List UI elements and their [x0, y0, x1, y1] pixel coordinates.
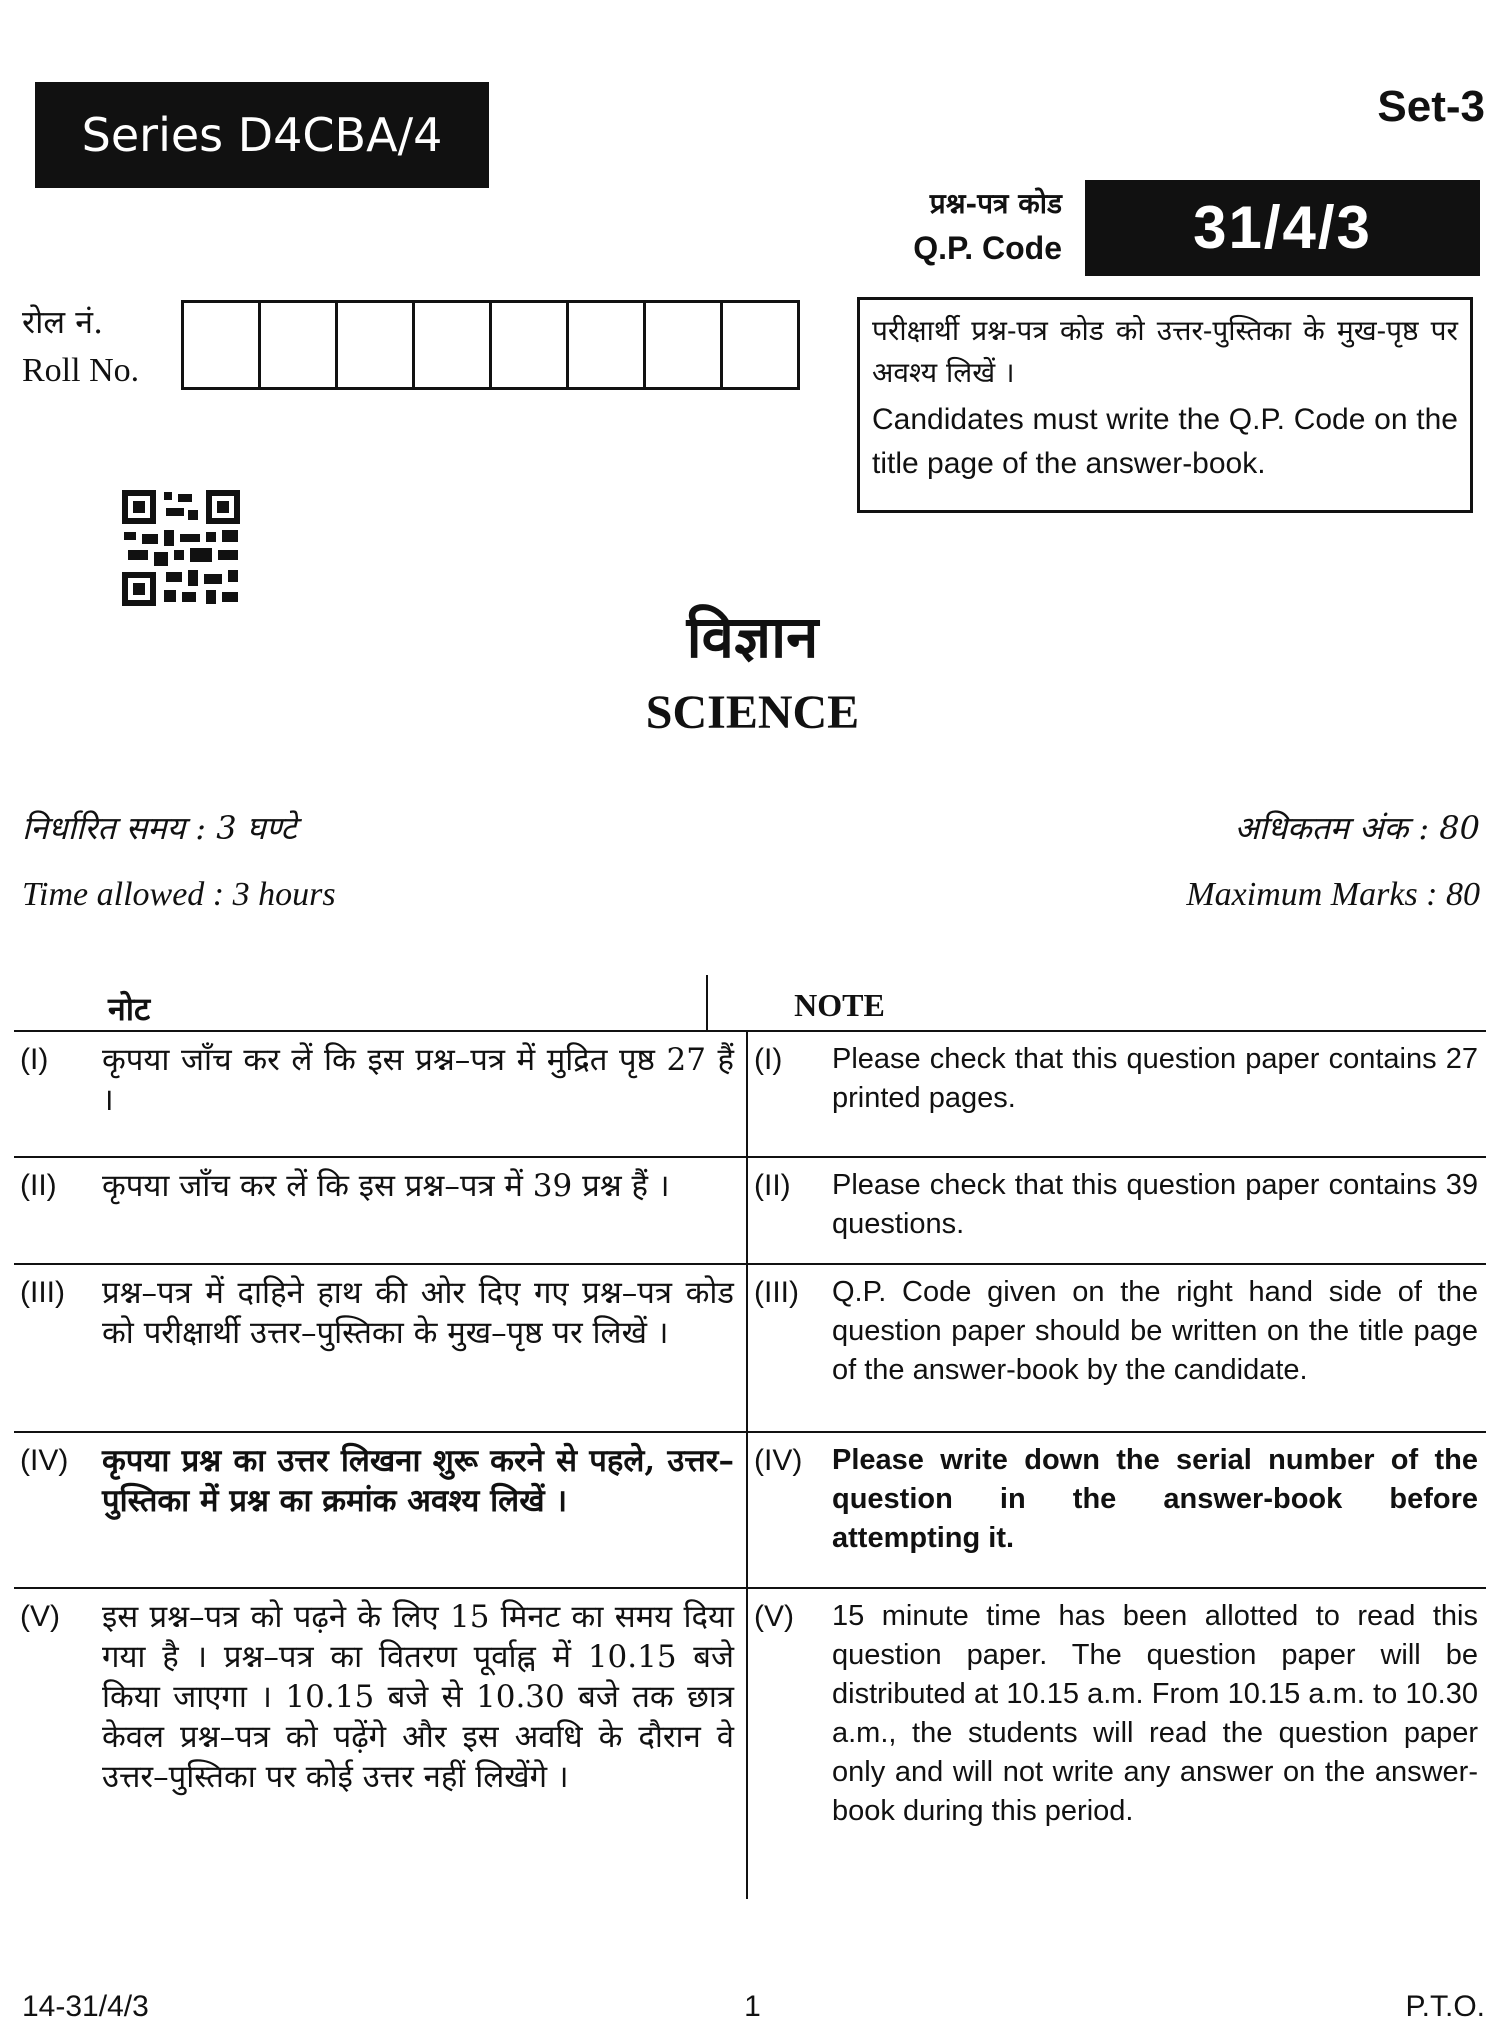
- note-number: (I): [20, 1043, 49, 1076]
- time-allowed-hindi: निर्धारित समय : 3 घण्टे: [22, 809, 297, 847]
- notes-heading-hindi: नोट: [14, 975, 708, 1030]
- note-number: (V): [754, 1600, 794, 1633]
- note-text: Please write down the serial number of the question in the answer-book before attempting it.: [832, 1444, 1478, 1554]
- instruction-english: Candidates must write the Q.P. Code on the title page of the answer-book.: [872, 403, 1458, 480]
- note-row: [14, 1431, 1486, 1587]
- roll-label: Roll No.: [22, 352, 140, 389]
- roll-box[interactable]: [261, 303, 338, 387]
- pto-label: P.T.O.: [1405, 1990, 1485, 2023]
- note-number: (I): [754, 1043, 783, 1076]
- roll-box[interactable]: [723, 303, 797, 387]
- note-text-hindi: कृपया जाँच कर लें कि इस प्रश्न–पत्र में 39 प्रश्न हैं ।: [102, 1168, 670, 1204]
- note-row: [14, 1587, 1486, 1899]
- notes-header: [14, 975, 1486, 1030]
- max-marks-hindi: अधिकतम अंक : 80: [1234, 809, 1480, 847]
- note-number: (II): [20, 1169, 57, 1202]
- series-label: Series D4CBA/4: [35, 82, 489, 188]
- note-row: [14, 1030, 1486, 1156]
- note-text: Q.P. Code given on the right hand side of the question paper should be written on the title page of the answer-book by the candidate.: [832, 1276, 1478, 1386]
- qp-code-instruction-box: [857, 297, 1473, 513]
- roll-box[interactable]: [492, 303, 569, 387]
- note-text: 15 minute time has been allotted to read this question paper. The question paper will be distributed at 10.15 a.m. From 10.15 a.m. to 10.30 a.m., the students will read the question paper only and will not write any answer on the answer-book during this period.: [832, 1600, 1478, 1827]
- note-number: (IV): [754, 1444, 803, 1477]
- note-row: [14, 1156, 1486, 1263]
- roll-number-boxes[interactable]: [181, 300, 800, 390]
- note-text: Please check that this question paper contains 39 questions.: [832, 1169, 1478, 1240]
- note-number: (IV): [20, 1444, 69, 1477]
- note-text: Please check that this question paper contains 27 printed pages.: [832, 1043, 1478, 1114]
- roll-label-hindi: रोल नं.: [22, 303, 104, 341]
- note-text-hindi: कृपया जाँच कर लें कि इस प्रश्न–पत्र में मुद्रित पृष्ठ 27 हैं ।: [102, 1042, 734, 1118]
- roll-box[interactable]: [184, 303, 261, 387]
- roll-box[interactable]: [415, 303, 492, 387]
- roll-box[interactable]: [569, 303, 646, 387]
- roll-box[interactable]: [646, 303, 723, 387]
- subject-title: SCIENCE: [645, 686, 860, 739]
- note-number: (V): [20, 1600, 60, 1633]
- qp-code-label: Q.P. Code: [913, 230, 1062, 266]
- note-number: (III): [20, 1276, 65, 1309]
- footer-code: 14-31/4/3: [22, 1990, 149, 2023]
- notes-table: [14, 975, 1486, 1899]
- note-row: [14, 1263, 1486, 1431]
- note-text-hindi: प्रश्न–पत्र में दाहिने हाथ की ओर दिए गए प्रश्न–पत्र कोड को परीक्षार्थी उत्तर–पुस्तिका के मुख–पृष्ठ पर लिखें ।: [102, 1275, 734, 1351]
- note-text-hindi: इस प्रश्न–पत्र को पढ़ने के लिए 15 मिनट का समय दिया गया है । प्रश्न–पत्र का वितरण पूर्वाह्न में 10.15 बजे किया जाएगा । 10.15 बजे से 10.30 बजे तक छात्र केवल प्रश्न–पत्र को पढ़ेंगे और इस अवधि के दौरान वे उत्तर–पुस्तिका पर कोई उत्तर नहीं लिखेंगे ।: [102, 1599, 734, 1795]
- qr-code-icon: [122, 490, 240, 606]
- notes-heading: NOTE: [794, 987, 885, 1023]
- max-marks: Maximum Marks : 80: [1186, 876, 1480, 913]
- note-text-hindi: कृपया प्रश्न का उत्तर लिखना शुरू करने से पहले, उत्तर–पुस्तिका में प्रश्न का क्रमांक अवश्य लिखें ।: [102, 1443, 734, 1519]
- page-number: 1: [744, 1990, 761, 2023]
- time-allowed: Time allowed : 3 hours: [22, 876, 336, 913]
- instruction-hindi: परीक्षार्थी प्रश्न-पत्र कोड को उत्तर-पुस्तिका के मुख-पृष्ठ पर अवश्य लिखें ।: [872, 314, 1458, 389]
- roll-box[interactable]: [338, 303, 415, 387]
- subject-title-hindi: विज्ञान: [686, 603, 819, 671]
- qp-code: 31/4/3: [1085, 180, 1480, 276]
- note-number: (III): [754, 1276, 799, 1309]
- set-number: Set-3: [1377, 82, 1485, 131]
- qp-code-label-hindi: प्रश्न-पत्र कोड: [929, 187, 1062, 220]
- note-number: (II): [754, 1169, 791, 1202]
